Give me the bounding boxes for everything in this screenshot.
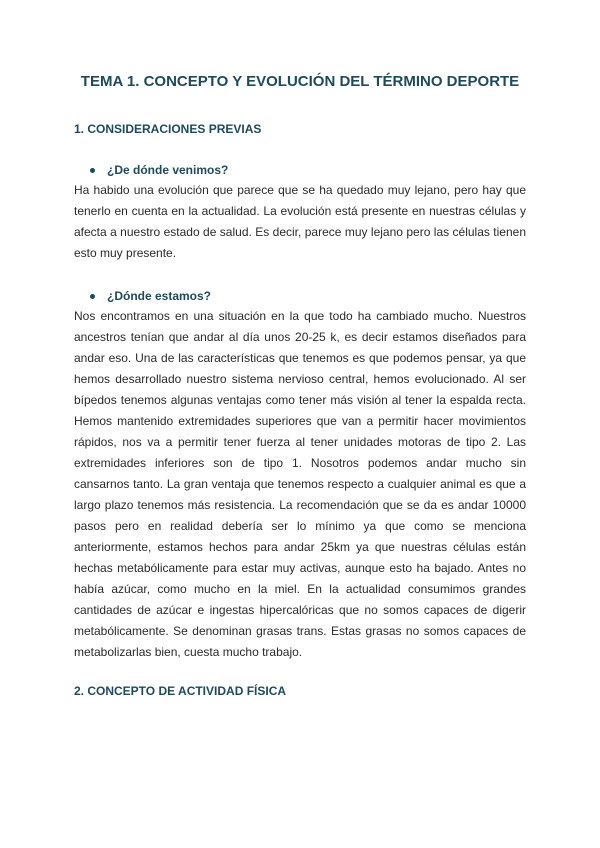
section-heading-consideraciones: 1. CONSIDERACIONES PREVIAS [74, 122, 262, 136]
subsection-heading-de-donde-venimos [90, 163, 228, 178]
bullet-icon [90, 168, 95, 173]
document-title: TEMA 1. CONCEPTO Y EVOLUCIÓN DEL TÉRMINO DEPORTE [80, 73, 520, 90]
paragraph-de-donde-venimos: Ha habido una evolución que parece que se ha quedado muy lejano, pero hay que tenerlo en cuenta en la actualidad. La evolución está presente en nuestras células y afecta a nuestro estado de salud. Es decir, parece muy lejano pero las células tienen esto muy presente. [74, 183, 526, 260]
bullet-icon [90, 294, 95, 299]
subsection-heading-text: ¿Dónde estamos? [107, 289, 212, 303]
subsection-heading-donde-estamos [90, 289, 211, 304]
paragraph-donde-estamos: Nos encontramos en una situación en la que todo ha cambiado mucho. Nuestros ancestros tenían que andar al día unos 20-25 k, es decir estamos diseñados para andar eso. Una de las características que tenemos es que podemos pensar, ya que hemos desarrollado nuestro sistema nervioso central, hemos evolucionado. Al ser bípedos tenemos algunas ventajas como tener más visión al tener la espalda recta. Hemos mantenido extremidades superiores que van a permitir hacer movimientos rápidos, nos va a permitir tener fuerza al tener unidades motoras de tipo 2. Las extremidades inferiores son de tipo 1. Nosotros podemos andar mucho sin cansarnos tanto. La gran ventaja que tenemos respecto a cualquier animal es que a largo plazo tenemos más resistencia. La recomendación que se da es andar 10000 pasos pero en realidad debería ser lo mínimo ya que como se menciona anteriormente, estamos hechos para andar 25km ya que nuestras células están hechas metabólicamente para estar muy activas, aunque esto ha bajado. Antes no había azúcar, como mucho en la miel. En la actualidad consumimos grandes cantidades de azúcar e ingestas hipercalóricas que no somos capaces de digerir metabólicamente. Se denominan grasas trans. Estas grasas no somos capaces de metabolizarlas bien, cuesta mucho trabajo. [74, 309, 526, 659]
subsection-heading-text: ¿De dónde venimos? [107, 163, 229, 177]
section-heading-actividad-fisica: 2. CONCEPTO DE ACTIVIDAD FÍSICA [74, 684, 287, 698]
